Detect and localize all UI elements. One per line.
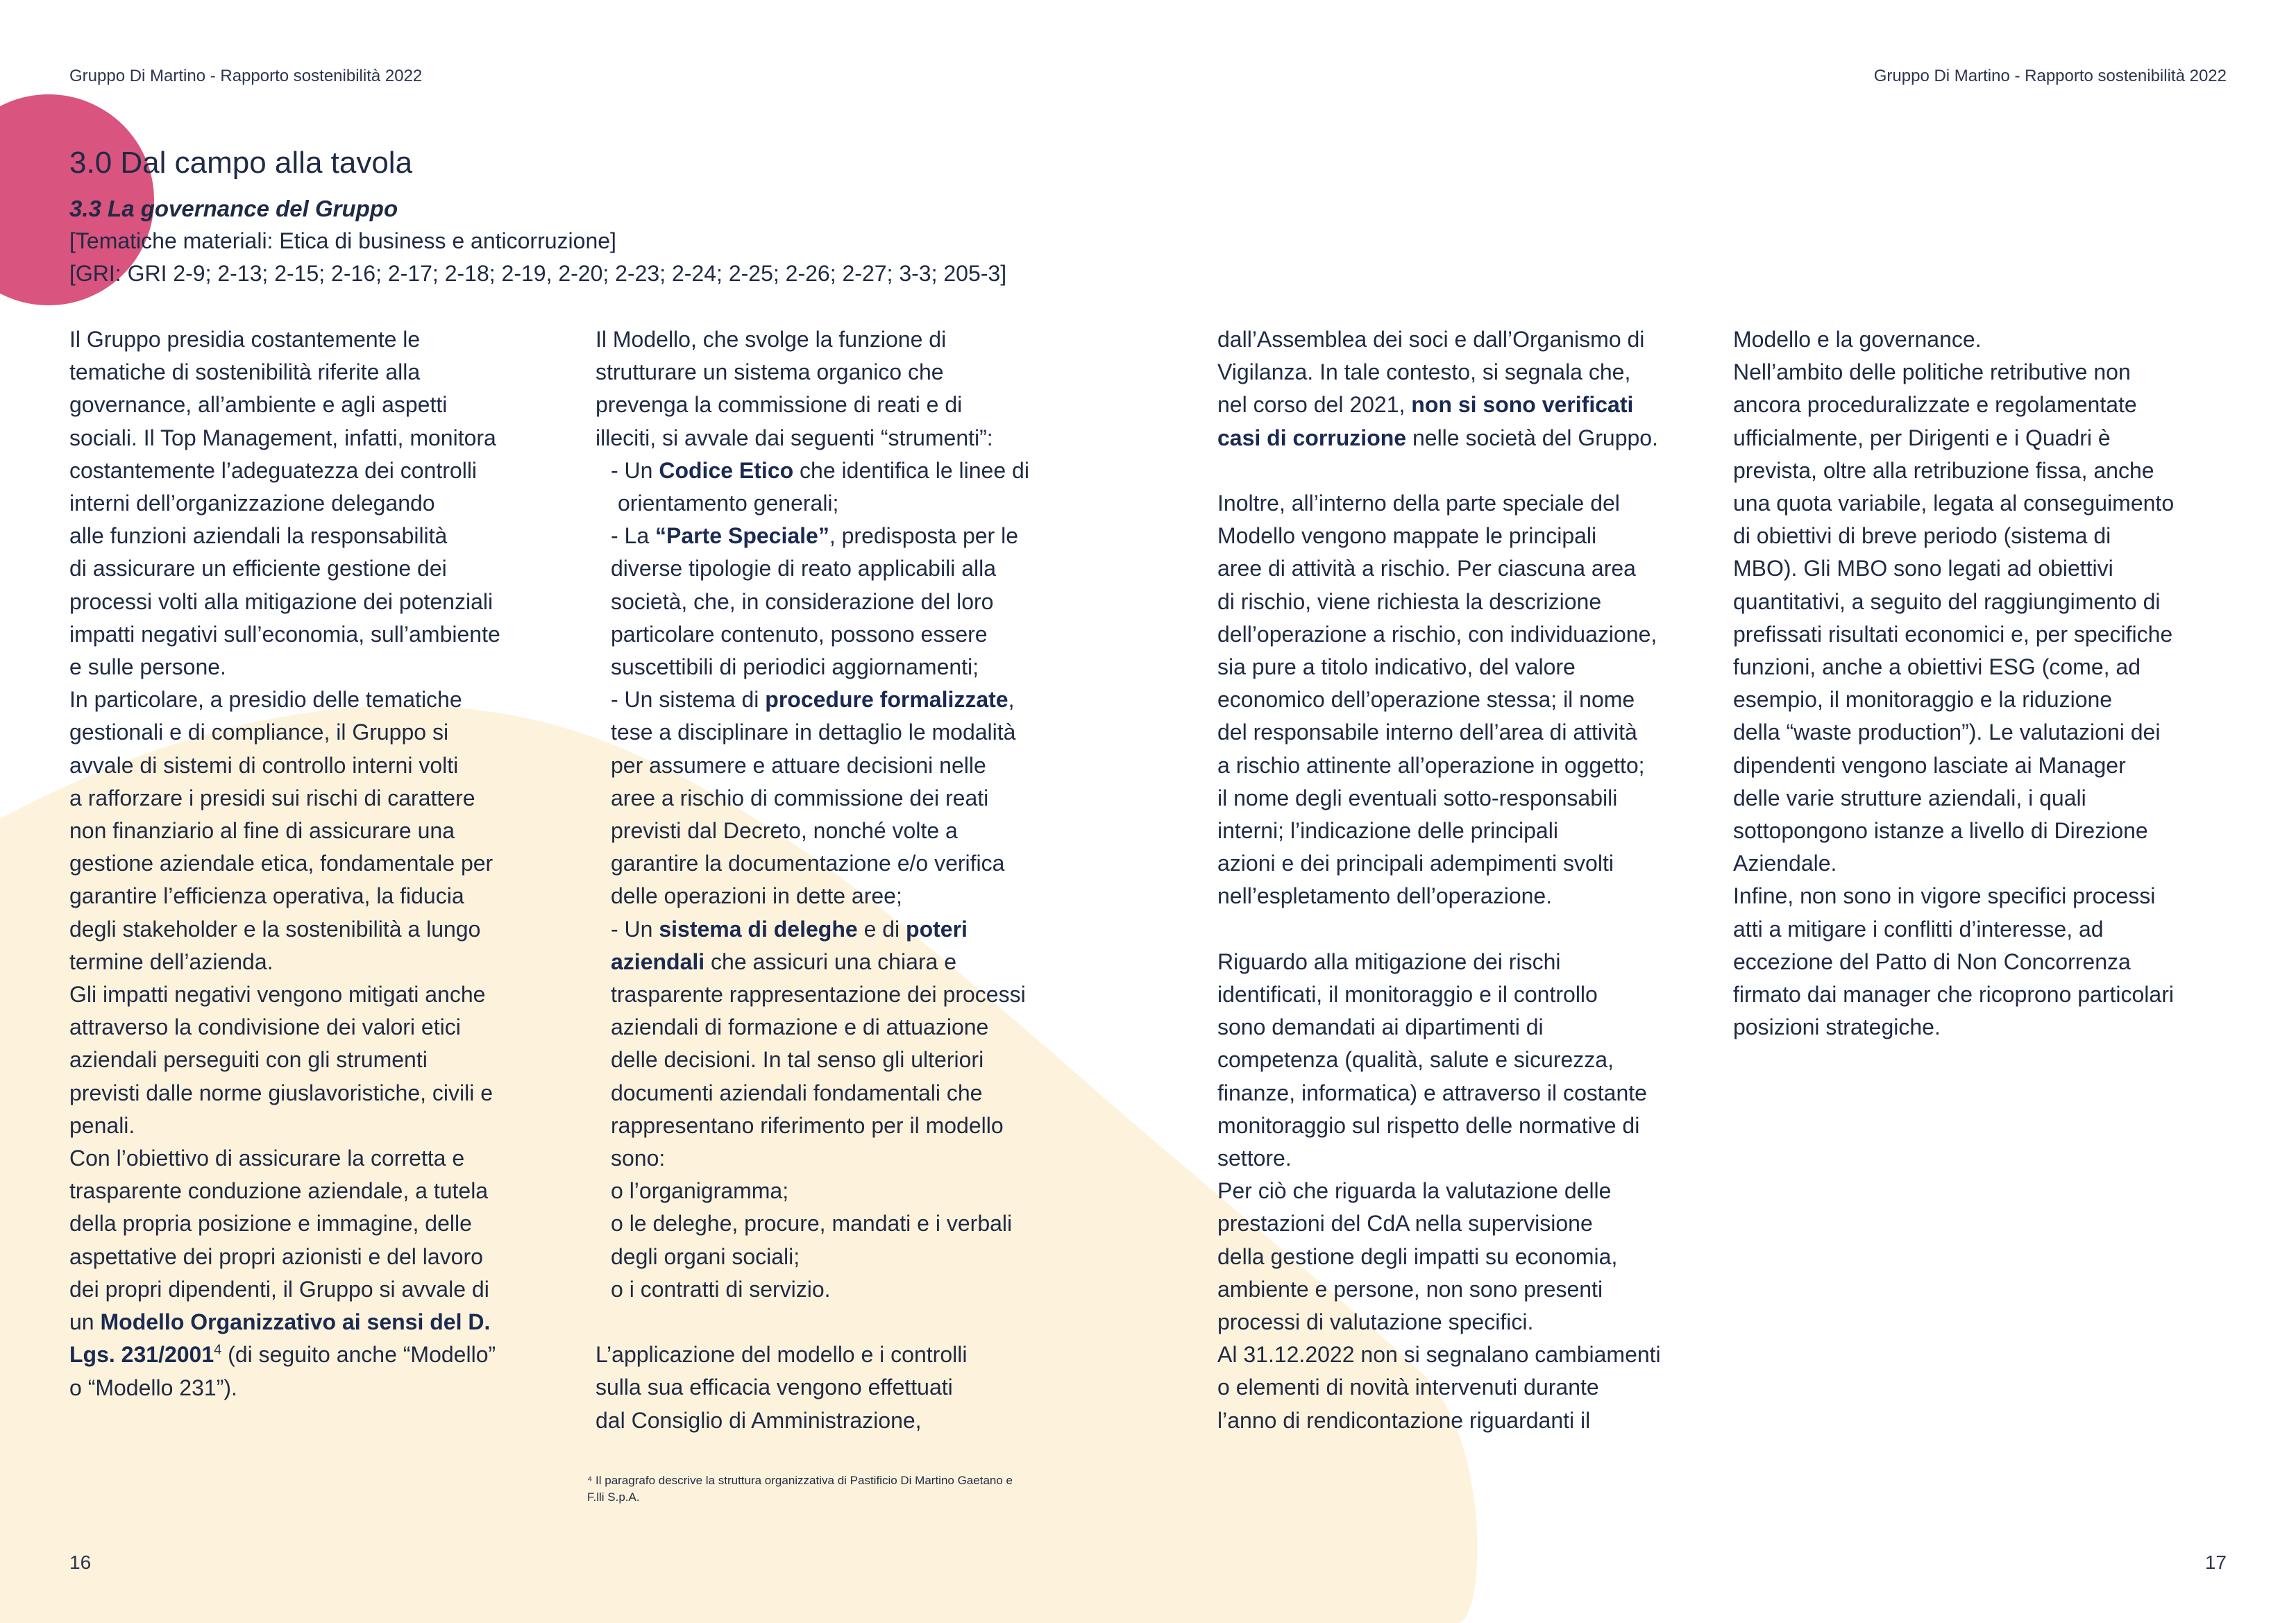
text-line: Con l’obiettivo di assicurare la corretta e — [69, 1146, 465, 1171]
text-line: Il Gruppo presidia costantemente le — [69, 327, 421, 352]
text-line — [596, 913, 1029, 946]
text-line: degli stakeholder e la sostenibilità a lungo — [69, 916, 481, 942]
text-line: processi di valutazione specifici. — [1217, 1309, 1534, 1335]
text-line: e sulle persone. — [69, 654, 226, 680]
text-line: della gestione degli impatti su economia, — [1217, 1243, 1618, 1269]
material-topics-line: [Tematiche materiali: Etica di business e anticorruzione] — [69, 228, 616, 253]
running-header-left: Gruppo Di Martino - Rapporto sostenibilità 2022 — [69, 67, 423, 85]
bold-text: sistema di deleghe — [659, 916, 858, 942]
text-line: eccezione del Patto di Non Concorrenza — [1733, 949, 2131, 974]
text-line: aree di attività a rischio. Per ciascuna area — [1217, 556, 1636, 581]
text-line: prevenga la commissione di reati e di — [596, 392, 963, 418]
text-line — [596, 520, 1029, 552]
bold-text: Codice Etico — [659, 457, 794, 483]
text-line: garantire la documentazione e/o verifica — [611, 851, 1005, 876]
text-line: dall’Assemblea dei soci e dall’Organismo di — [1217, 327, 1645, 352]
text-line: quantitativi, a seguito del raggiungimento di — [1733, 588, 2161, 614]
text-line: suscettibili di periodici aggiornamenti; — [611, 654, 979, 680]
text-line: o “Modello 231”). — [69, 1375, 237, 1400]
gri-references: [GRI: GRI 2-9; 2-13; 2-15; 2-16; 2-17; 2-18; 2-19, 2-20; 2-23; 2-24; 2-25; 2-26; 2-27; 3-3; 205-3] — [69, 261, 1007, 286]
text-line: delle decisioni. In tal senso gli ulteriori — [611, 1047, 984, 1073]
text-line: il nome degli eventuali sotto-responsabili — [1217, 785, 1618, 810]
text-line: o elementi di novità intervenuti durante — [1217, 1375, 1599, 1400]
text-line — [1217, 389, 1661, 421]
text-line: monitoraggio sul rispetto delle normative di — [1217, 1112, 1640, 1138]
text-column-2 — [596, 323, 1029, 1437]
footnote-line: F.lli S.p.A. — [587, 1490, 640, 1504]
text-line: sia pure a titolo indicativo, del valore — [1217, 654, 1576, 680]
text-line: L’applicazione del modello e i controlli — [596, 1342, 968, 1368]
text-line: Per ciò che riguarda la valutazione delle — [1217, 1178, 1612, 1204]
page-number-right: 17 — [2204, 1552, 2227, 1573]
text-line: previsti dalle norme giuslavoristiche, civili e — [69, 1080, 493, 1105]
footnote — [587, 1472, 1013, 1506]
text-line: o l’organigramma; — [611, 1178, 789, 1204]
text-line: trasparente conduzione aziendale, a tutela — [69, 1178, 489, 1204]
footnote-marker: 4 — [214, 1342, 222, 1358]
text-line: interni dell’organizzazione delegando — [69, 491, 435, 516]
text-line: di assicurare un efficiente gestione dei — [69, 556, 447, 581]
text-run: , predisposta per le — [829, 523, 1018, 549]
text-line: Al 31.12.2022 non si segnalano cambiamenti — [1217, 1342, 1661, 1368]
text-line: penali. — [69, 1112, 135, 1138]
text-line: trasparente rappresentazione dei processi — [611, 982, 1026, 1008]
bold-text: Modello Organizzativo ai sensi del D. — [100, 1309, 491, 1335]
text-line: dal Consiglio di Amministrazione, — [596, 1407, 922, 1433]
text-line: degli organi sociali; — [611, 1243, 800, 1269]
text-line: della propria posizione e immagine, delle — [69, 1211, 472, 1237]
bold-text: Lgs. 231/2001 — [69, 1342, 214, 1368]
text-line: nell’espletamento dell’operazione. — [1217, 883, 1553, 909]
page-number-left: 16 — [69, 1552, 92, 1573]
text-line: firmato dai manager che ricoprono particolari — [1733, 982, 2174, 1008]
text-line: impatti negativi sull’economia, sull’ambiente — [69, 621, 500, 647]
text-line: atti a mitigare i conflitti d’interesse, ad — [1733, 916, 2104, 942]
text-line: gestionali e di compliance, il Gruppo si — [69, 720, 449, 745]
text-column-3 — [1217, 323, 1661, 1437]
bold-text: casi di corruzione — [1217, 425, 1407, 450]
text-line: ancora proceduralizzate e regolamentate — [1733, 392, 2137, 418]
text-line: prefissati risultati economici e, per specifiche — [1733, 621, 2173, 647]
text-line: prestazioni del CdA nella supervisione — [1217, 1211, 1593, 1237]
text-run: (di seguito anche “Modello” — [221, 1342, 496, 1368]
text-line: Riguardo alla mitigazione dei rischi — [1217, 949, 1561, 974]
subsection-title: 3.3 La governance del Gruppo — [69, 196, 398, 221]
text-line: o le deleghe, procure, mandati e i verbali — [611, 1211, 1013, 1237]
text-line: esempio, il monitoraggio e la riduzione — [1733, 687, 2113, 713]
text-line: o i contratti di servizio. — [611, 1276, 831, 1302]
text-line: Modello e la governance. — [1733, 327, 1982, 352]
text-line: Inoltre, all’interno della parte speciale del — [1217, 491, 1620, 516]
text-line: sociali. Il Top Management, infatti, monitora — [69, 425, 496, 450]
text-line: attraverso la condivisione dei valori etici — [69, 1014, 461, 1040]
text-line: avvale di sistemi di controllo interni volti — [69, 752, 459, 778]
text-line: delle varie strutture aziendali, i quali — [1733, 785, 2086, 810]
text-line: della “waste production”). Le valutazioni dei — [1733, 720, 2161, 745]
running-header-right: Gruppo Di Martino - Rapporto sostenibilità 2022 — [1873, 67, 2227, 85]
text-run: - Un — [611, 457, 659, 483]
text-line: orientamento generali; — [618, 491, 839, 516]
material-topics — [69, 225, 1006, 290]
text-line: garantire l’efficienza operativa, la fiducia — [69, 883, 464, 909]
text-line: posizioni strategiche. — [1733, 1014, 1941, 1040]
text-line: dell’operazione a rischio, con individuazione, — [1217, 621, 1657, 647]
text-line — [596, 454, 1029, 487]
text-line: processi volti alla mitigazione dei potenziali — [69, 588, 493, 614]
footnote-line: ⁴ Il paragrafo descrive la struttura organizzativa di Pastificio Di Martino Gaetano e — [587, 1474, 1013, 1487]
text-run: - Un sistema di — [611, 687, 766, 713]
text-line: sono: — [611, 1146, 666, 1171]
text-line: tematiche di sostenibilità riferite alla — [69, 359, 421, 385]
text-line — [1217, 422, 1661, 454]
text-column-4 — [1733, 323, 2174, 1044]
text-line: non finanziario al fine di assicurare una — [69, 818, 455, 844]
text-line: termine dell’azienda. — [69, 949, 273, 974]
text-line — [69, 1339, 500, 1371]
text-line: a rischio attinente all’operazione in oggetto; — [1217, 752, 1645, 778]
text-run: un — [69, 1309, 101, 1335]
text-line: diverse tipologie di reato applicabili alla — [611, 556, 996, 581]
text-line: previsti dal Decreto, nonché volte a — [611, 818, 958, 844]
text-line: alle funzioni aziendali la responsabilità — [69, 523, 448, 549]
text-line: particolare contenuto, possono essere — [611, 621, 988, 647]
text-run: nelle società del Gruppo. — [1406, 425, 1658, 450]
bold-text: “Parte Speciale” — [655, 523, 829, 549]
text-line: funzioni, anche a obiettivi ESG (come, ad — [1733, 654, 2141, 680]
text-line: di obiettivi di breve periodo (sistema di — [1733, 523, 2111, 549]
text-line: identificati, il monitoraggio e il controllo — [1217, 982, 1598, 1008]
text-line: documenti aziendali fondamentali che — [611, 1080, 983, 1105]
text-line: Modello vengono mappate le principali — [1217, 523, 1597, 549]
text-line: sono demandati ai dipartimenti di — [1217, 1014, 1544, 1040]
text-line: interni; l’indicazione delle principali — [1217, 818, 1558, 844]
text-line: per assumere e attuare decisioni nelle — [611, 752, 986, 778]
text-line: l’anno di rendicontazione riguardanti il — [1217, 1407, 1591, 1433]
text-line: del responsabile interno dell’area di attività — [1217, 720, 1637, 745]
text-run: - Un — [611, 916, 659, 942]
text-line: competenza (qualità, salute e sicurezza, — [1217, 1047, 1614, 1073]
text-line: governance, all’ambiente e agli aspetti — [69, 392, 448, 418]
text-line: una quota variabile, legata al conseguimento — [1733, 491, 2175, 516]
text-line — [596, 683, 1029, 716]
text-run: che identifica le linee di — [793, 457, 1029, 483]
bold-text: aziendali — [611, 949, 705, 974]
text-line: ufficialmente, per Dirigenti e i Quadri è — [1733, 425, 2111, 450]
text-line: Il Modello, che svolge la funzione di — [596, 327, 947, 352]
text-line: aziendali di formazione e di attuazione — [611, 1014, 989, 1040]
text-line: Nell’ambito delle politiche retributive non — [1733, 359, 2131, 385]
text-line: prevista, oltre alla retribuzione fissa, anche — [1733, 457, 2154, 483]
text-line: Aziendale. — [1733, 851, 1837, 876]
bold-text: non si sono verificati — [1411, 392, 1634, 418]
text-line: gestione aziendale etica, fondamentale per — [69, 851, 493, 876]
text-line: strutturare un sistema organico che — [596, 359, 944, 385]
text-line: illeciti, si avvale dai seguenti “strumenti”: — [596, 425, 993, 450]
text-line: In particolare, a presidio delle tematiche — [69, 687, 462, 713]
text-line: aziendali perseguiti con gli strumenti — [69, 1047, 428, 1073]
text-line: di rischio, viene richiesta la descrizione — [1217, 588, 1602, 614]
text-run: e di — [857, 916, 906, 942]
text-line: Infine, non sono in vigore specifici processi — [1733, 883, 2156, 909]
text-run: , — [1008, 687, 1015, 713]
text-line: aspettative dei propri azionisti e del lavoro — [69, 1243, 483, 1269]
text-run: che assicuri una chiara e — [704, 949, 957, 974]
text-line: costantemente l’adeguatezza dei controlli — [69, 457, 478, 483]
text-line: società, che, in considerazione del loro — [611, 588, 994, 614]
text-line: dipendenti vengono lasciate ai Manager — [1733, 752, 2126, 778]
bold-text: procedure formalizzate — [765, 687, 1008, 713]
text-line: delle operazioni in dette aree; — [611, 883, 902, 909]
text-line: a rafforzare i presidi sui rischi di carattere — [69, 785, 475, 810]
text-line: Gli impatti negativi vengono mitigati anche — [69, 982, 486, 1008]
text-line: settore. — [1217, 1146, 1292, 1171]
text-column-1 — [69, 323, 500, 1404]
bold-text: poteri — [906, 916, 968, 942]
text-line: sulla sua efficacia vengono effettuati — [596, 1375, 953, 1400]
text-line: aree a rischio di commissione dei reati — [611, 785, 989, 810]
text-line — [69, 1306, 500, 1339]
text-line: finanze, informatica) e attraverso il costante — [1217, 1080, 1647, 1105]
text-line — [596, 946, 1029, 978]
text-line: rappresentano riferimento per il modello — [611, 1112, 1004, 1138]
text-line: MBO). Gli MBO sono legati ad obiettivi — [1733, 556, 2113, 581]
text-run: nel corso del 2021, — [1217, 392, 1412, 418]
text-run: - La — [611, 523, 656, 549]
text-line: azioni e dei principali adempimenti svolti — [1217, 851, 1614, 876]
text-line: tese a disciplinare in dettaglio le modalità — [611, 720, 1016, 745]
text-line: Vigilanza. In tale contesto, si segnala che, — [1217, 359, 1631, 385]
text-line: economico dell’operazione stessa; il nome — [1217, 687, 1635, 713]
text-line: sottopongono istanze a livello di Direzione — [1733, 818, 2148, 844]
text-line: dei propri dipendenti, il Gruppo si avvale di — [69, 1276, 489, 1302]
text-line: ambiente e persone, non sono presenti — [1217, 1276, 1603, 1302]
section-title: 3.0 Dal campo alla tavola — [69, 146, 413, 180]
